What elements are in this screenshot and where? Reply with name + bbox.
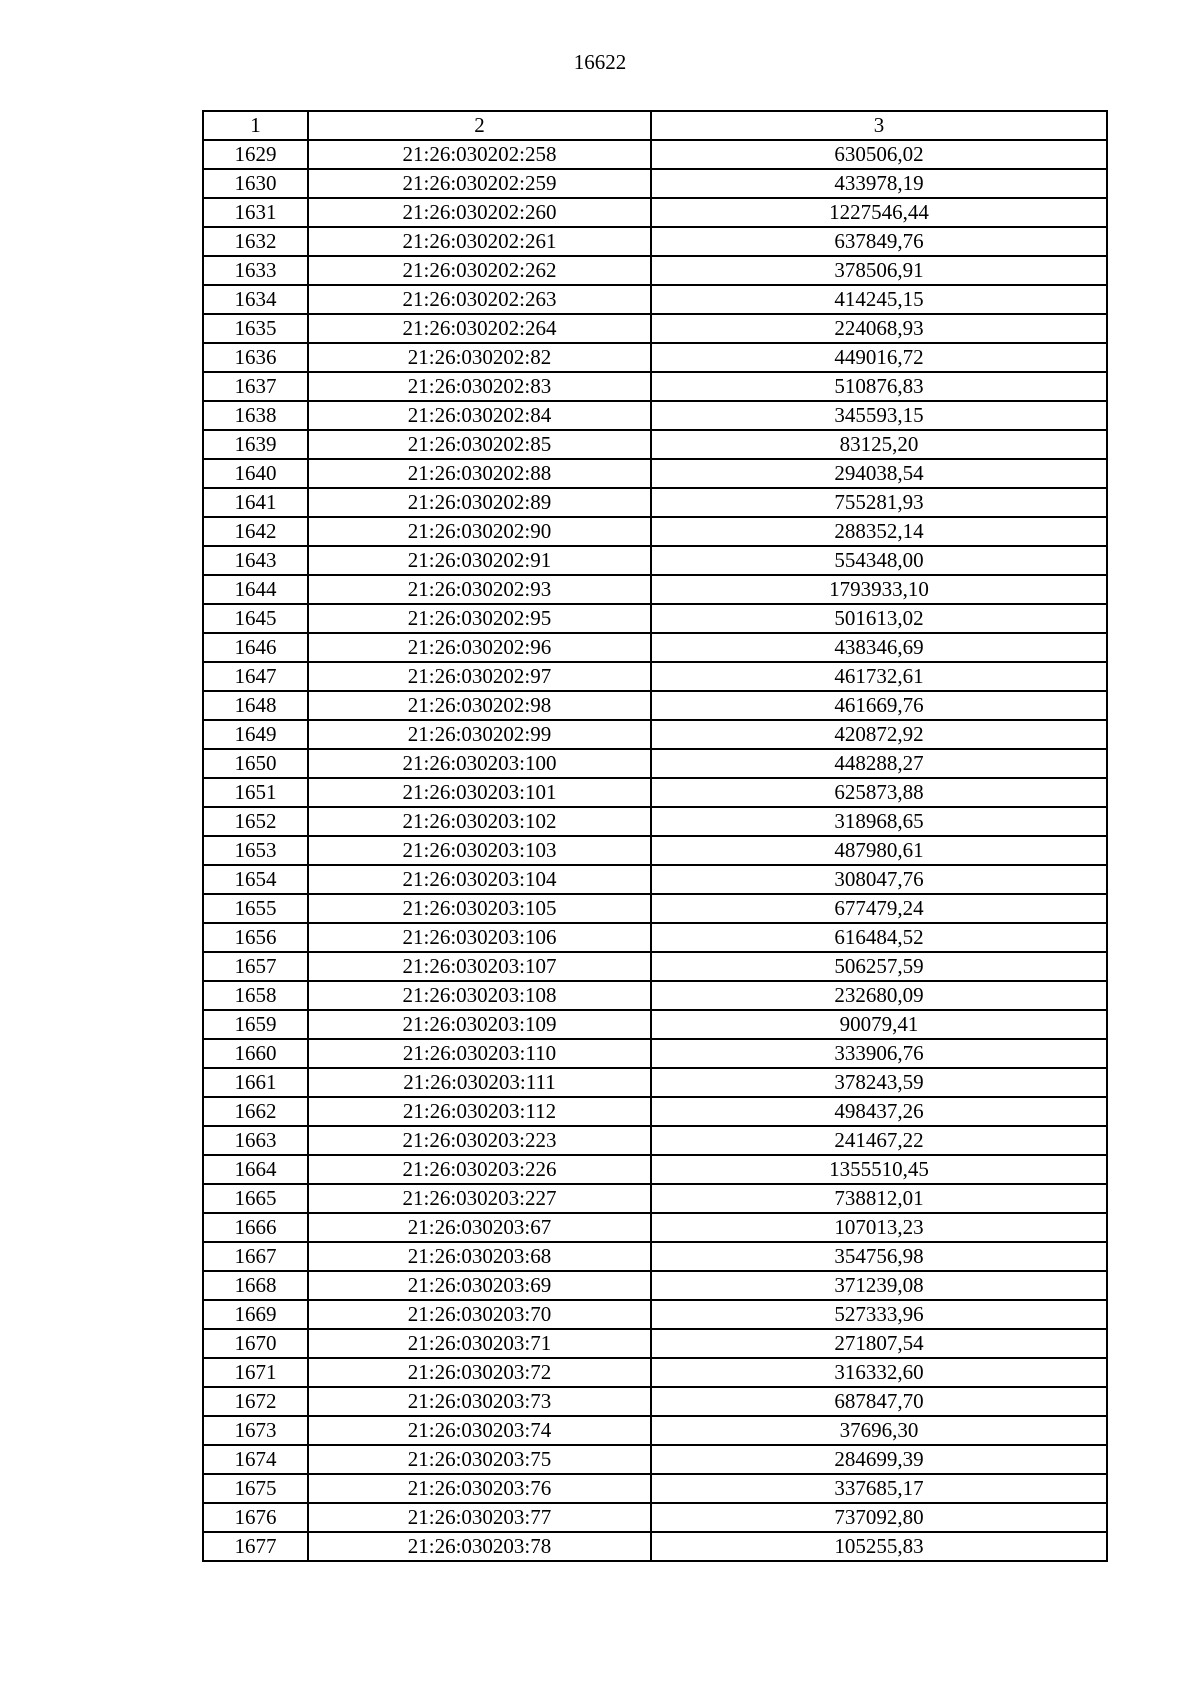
- value-cell: 284699,39: [651, 1445, 1107, 1474]
- table-row: [203, 952, 1107, 981]
- cadastral-number-cell: 21:26:030202:264: [308, 314, 651, 343]
- row-number-cell: 1646: [203, 633, 308, 662]
- cadastral-number-cell: 21:26:030202:258: [308, 140, 651, 169]
- row-number-cell: 1647: [203, 662, 308, 691]
- value-cell: 414245,15: [651, 285, 1107, 314]
- value-cell: 83125,20: [651, 430, 1107, 459]
- table-row: [203, 1010, 1107, 1039]
- cadastral-number-cell: 21:26:030202:93: [308, 575, 651, 604]
- cadastral-number-cell: 21:26:030203:111: [308, 1068, 651, 1097]
- row-number-cell: 1642: [203, 517, 308, 546]
- cadastral-number-cell: 21:26:030203:223: [308, 1126, 651, 1155]
- table-row: [203, 807, 1107, 836]
- cadastral-number-cell: 21:26:030203:77: [308, 1503, 651, 1532]
- cadastral-number-cell: 21:26:030203:71: [308, 1329, 651, 1358]
- cadastral-number-cell: 21:26:030203:69: [308, 1271, 651, 1300]
- value-cell: 37696,30: [651, 1416, 1107, 1445]
- table-row: [203, 1387, 1107, 1416]
- cadastral-number-cell: 21:26:030203:74: [308, 1416, 651, 1445]
- table-row: [203, 720, 1107, 749]
- table-row: [203, 1474, 1107, 1503]
- row-number-cell: 1629: [203, 140, 308, 169]
- table-row: [203, 169, 1107, 198]
- value-cell: 316332,60: [651, 1358, 1107, 1387]
- cadastral-number-cell: 21:26:030203:103: [308, 836, 651, 865]
- cadastral-number-cell: 21:26:030203:112: [308, 1097, 651, 1126]
- cadastral-number-cell: 21:26:030203:73: [308, 1387, 651, 1416]
- cadastral-number-cell: 21:26:030203:68: [308, 1242, 651, 1271]
- row-number-cell: 1673: [203, 1416, 308, 1445]
- table-row: [203, 894, 1107, 923]
- row-number-cell: 1651: [203, 778, 308, 807]
- row-number-cell: 1660: [203, 1039, 308, 1068]
- cadastral-number-cell: 21:26:030203:101: [308, 778, 651, 807]
- value-cell: 308047,76: [651, 865, 1107, 894]
- table-row: [203, 314, 1107, 343]
- row-number-cell: 1665: [203, 1184, 308, 1213]
- table-row: [203, 140, 1107, 169]
- table-body: [203, 140, 1107, 1561]
- cadastral-number-cell: 21:26:030202:84: [308, 401, 651, 430]
- data-table: [202, 110, 1108, 1562]
- value-cell: 90079,41: [651, 1010, 1107, 1039]
- value-cell: 107013,23: [651, 1213, 1107, 1242]
- value-cell: 1227546,44: [651, 198, 1107, 227]
- table-row: [203, 691, 1107, 720]
- table-row: [203, 1213, 1107, 1242]
- table-row: [203, 662, 1107, 691]
- value-cell: 371239,08: [651, 1271, 1107, 1300]
- cadastral-number-cell: 21:26:030202:96: [308, 633, 651, 662]
- row-number-cell: 1631: [203, 198, 308, 227]
- cadastral-number-cell: 21:26:030202:90: [308, 517, 651, 546]
- cadastral-number-cell: 21:26:030203:105: [308, 894, 651, 923]
- cadastral-number-cell: 21:26:030202:95: [308, 604, 651, 633]
- row-number-cell: 1645: [203, 604, 308, 633]
- row-number-cell: 1671: [203, 1358, 308, 1387]
- value-cell: 241467,22: [651, 1126, 1107, 1155]
- column-header-3: 3: [651, 111, 1107, 140]
- row-number-cell: 1652: [203, 807, 308, 836]
- value-cell: 448288,27: [651, 749, 1107, 778]
- table-row: [203, 1097, 1107, 1126]
- table-row: [203, 575, 1107, 604]
- cadastral-number-cell: 21:26:030202:259: [308, 169, 651, 198]
- cadastral-number-cell: 21:26:030203:78: [308, 1532, 651, 1561]
- table-row: [203, 836, 1107, 865]
- table-row: [203, 1445, 1107, 1474]
- value-cell: 554348,00: [651, 546, 1107, 575]
- row-number-cell: 1657: [203, 952, 308, 981]
- value-cell: 433978,19: [651, 169, 1107, 198]
- page-number: 16622: [573, 50, 627, 74]
- row-number-cell: 1676: [203, 1503, 308, 1532]
- value-cell: 288352,14: [651, 517, 1107, 546]
- row-number-cell: 1639: [203, 430, 308, 459]
- value-cell: 318968,65: [651, 807, 1107, 836]
- cadastral-number-cell: 21:26:030203:72: [308, 1358, 651, 1387]
- value-cell: 506257,59: [651, 952, 1107, 981]
- value-cell: 510876,83: [651, 372, 1107, 401]
- row-number-cell: 1674: [203, 1445, 308, 1474]
- row-number-cell: 1635: [203, 314, 308, 343]
- value-cell: 755281,93: [651, 488, 1107, 517]
- row-number-cell: 1662: [203, 1097, 308, 1126]
- table-row: [203, 227, 1107, 256]
- cadastral-number-cell: 21:26:030203:104: [308, 865, 651, 894]
- row-number-cell: 1648: [203, 691, 308, 720]
- value-cell: 232680,09: [651, 981, 1107, 1010]
- table-row: [203, 1039, 1107, 1068]
- row-number-cell: 1653: [203, 836, 308, 865]
- header-row: [203, 111, 1107, 140]
- value-cell: 271807,54: [651, 1329, 1107, 1358]
- row-number-cell: 1637: [203, 372, 308, 401]
- row-number-cell: 1663: [203, 1126, 308, 1155]
- value-cell: 687847,70: [651, 1387, 1107, 1416]
- table-row: [203, 778, 1107, 807]
- value-cell: 420872,92: [651, 720, 1107, 749]
- table-row: [203, 1271, 1107, 1300]
- cadastral-number-cell: 21:26:030202:91: [308, 546, 651, 575]
- value-cell: 337685,17: [651, 1474, 1107, 1503]
- table-row: [203, 488, 1107, 517]
- value-cell: 501613,02: [651, 604, 1107, 633]
- row-number-cell: 1638: [203, 401, 308, 430]
- value-cell: 224068,93: [651, 314, 1107, 343]
- table-row: [203, 1532, 1107, 1561]
- row-number-cell: 1636: [203, 343, 308, 372]
- row-number-cell: 1649: [203, 720, 308, 749]
- cadastral-number-cell: 21:26:030202:260: [308, 198, 651, 227]
- table-row: [203, 1126, 1107, 1155]
- value-cell: 637849,76: [651, 227, 1107, 256]
- table-row: [203, 1416, 1107, 1445]
- value-cell: 630506,02: [651, 140, 1107, 169]
- row-number-cell: 1661: [203, 1068, 308, 1097]
- value-cell: 294038,54: [651, 459, 1107, 488]
- table-row: [203, 1358, 1107, 1387]
- value-cell: 378243,59: [651, 1068, 1107, 1097]
- table-row: [203, 749, 1107, 778]
- column-header-1: 1: [203, 111, 308, 140]
- table-row: [203, 1242, 1107, 1271]
- cadastral-number-cell: 21:26:030203:109: [308, 1010, 651, 1039]
- table-row: [203, 285, 1107, 314]
- row-number-cell: 1640: [203, 459, 308, 488]
- row-number-cell: 1670: [203, 1329, 308, 1358]
- value-cell: 487980,61: [651, 836, 1107, 865]
- table-row: [203, 604, 1107, 633]
- value-cell: 438346,69: [651, 633, 1107, 662]
- cadastral-number-cell: 21:26:030203:102: [308, 807, 651, 836]
- row-number-cell: 1656: [203, 923, 308, 952]
- row-number-cell: 1655: [203, 894, 308, 923]
- row-number-cell: 1643: [203, 546, 308, 575]
- value-cell: 677479,24: [651, 894, 1107, 923]
- row-number-cell: 1632: [203, 227, 308, 256]
- value-cell: 527333,96: [651, 1300, 1107, 1329]
- table-row: [203, 256, 1107, 285]
- row-number-cell: 1641: [203, 488, 308, 517]
- row-number-cell: 1634: [203, 285, 308, 314]
- cadastral-number-cell: 21:26:030203:108: [308, 981, 651, 1010]
- table-row: [203, 865, 1107, 894]
- table-row: [203, 1068, 1107, 1097]
- cadastral-number-cell: 21:26:030203:106: [308, 923, 651, 952]
- value-cell: 1793933,10: [651, 575, 1107, 604]
- value-cell: 378506,91: [651, 256, 1107, 285]
- table-row: [203, 459, 1107, 488]
- cadastral-number-cell: 21:26:030203:226: [308, 1155, 651, 1184]
- value-cell: 737092,80: [651, 1503, 1107, 1532]
- table-row: [203, 923, 1107, 952]
- value-cell: 461732,61: [651, 662, 1107, 691]
- value-cell: 625873,88: [651, 778, 1107, 807]
- table-row: [203, 546, 1107, 575]
- value-cell: 105255,83: [651, 1532, 1107, 1561]
- cadastral-number-cell: 21:26:030202:83: [308, 372, 651, 401]
- table-row: [203, 1184, 1107, 1213]
- row-number-cell: 1650: [203, 749, 308, 778]
- cadastral-number-cell: 21:26:030203:70: [308, 1300, 651, 1329]
- row-number-cell: 1668: [203, 1271, 308, 1300]
- cadastral-number-cell: 21:26:030203:67: [308, 1213, 651, 1242]
- cadastral-number-cell: 21:26:030203:107: [308, 952, 651, 981]
- cadastral-number-cell: 21:26:030202:97: [308, 662, 651, 691]
- table-row: [203, 372, 1107, 401]
- table-row: [203, 1329, 1107, 1358]
- value-cell: 333906,76: [651, 1039, 1107, 1068]
- value-cell: 345593,15: [651, 401, 1107, 430]
- row-number-cell: 1658: [203, 981, 308, 1010]
- cadastral-number-cell: 21:26:030202:99: [308, 720, 651, 749]
- row-number-cell: 1664: [203, 1155, 308, 1184]
- cadastral-number-cell: 21:26:030203:75: [308, 1445, 651, 1474]
- cadastral-number-cell: 21:26:030202:261: [308, 227, 651, 256]
- row-number-cell: 1667: [203, 1242, 308, 1271]
- value-cell: 449016,72: [651, 343, 1107, 372]
- cadastral-number-cell: 21:26:030203:76: [308, 1474, 651, 1503]
- cadastral-number-cell: 21:26:030202:98: [308, 691, 651, 720]
- table-row: [203, 1503, 1107, 1532]
- value-cell: 738812,01: [651, 1184, 1107, 1213]
- row-number-cell: 1672: [203, 1387, 308, 1416]
- cadastral-number-cell: 21:26:030202:263: [308, 285, 651, 314]
- value-cell: 354756,98: [651, 1242, 1107, 1271]
- row-number-cell: 1654: [203, 865, 308, 894]
- row-number-cell: 1659: [203, 1010, 308, 1039]
- value-cell: 461669,76: [651, 691, 1107, 720]
- row-number-cell: 1666: [203, 1213, 308, 1242]
- value-cell: 498437,26: [651, 1097, 1107, 1126]
- cadastral-number-cell: 21:26:030202:85: [308, 430, 651, 459]
- row-number-cell: 1677: [203, 1532, 308, 1561]
- cadastral-number-cell: 21:26:030202:82: [308, 343, 651, 372]
- table-row: [203, 430, 1107, 459]
- cadastral-number-cell: 21:26:030203:227: [308, 1184, 651, 1213]
- cadastral-number-cell: 21:26:030202:262: [308, 256, 651, 285]
- column-header-2: 2: [308, 111, 651, 140]
- cadastral-number-cell: 21:26:030203:110: [308, 1039, 651, 1068]
- row-number-cell: 1630: [203, 169, 308, 198]
- row-number-cell: 1644: [203, 575, 308, 604]
- table-row: [203, 981, 1107, 1010]
- table-row: [203, 517, 1107, 546]
- cadastral-number-cell: 21:26:030203:100: [308, 749, 651, 778]
- table-row: [203, 401, 1107, 430]
- table-header: [203, 111, 1107, 140]
- table-row: [203, 1155, 1107, 1184]
- row-number-cell: 1669: [203, 1300, 308, 1329]
- value-cell: 1355510,45: [651, 1155, 1107, 1184]
- value-cell: 616484,52: [651, 923, 1107, 952]
- cadastral-number-cell: 21:26:030202:89: [308, 488, 651, 517]
- cadastral-number-cell: 21:26:030202:88: [308, 459, 651, 488]
- row-number-cell: 1675: [203, 1474, 308, 1503]
- row-number-cell: 1633: [203, 256, 308, 285]
- table-row: [203, 343, 1107, 372]
- table-row: [203, 198, 1107, 227]
- table-row: [203, 1300, 1107, 1329]
- table-row: [203, 633, 1107, 662]
